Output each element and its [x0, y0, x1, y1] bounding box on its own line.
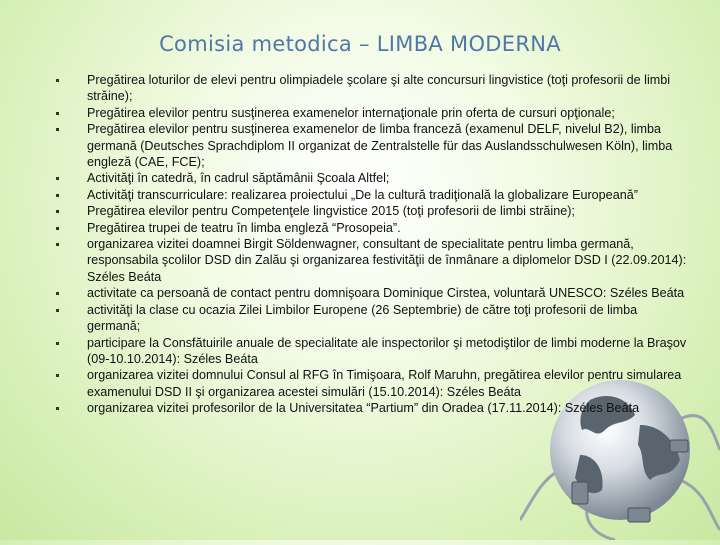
list-item-text: activităţi la clase cu ocazia Zilei Limbilor Europene (26 Septembrie) de către toţi profesorii de limba germană;: [87, 302, 638, 334]
list-item: [50, 170, 690, 186]
list-item: [50, 105, 690, 121]
list-item-text: Pregătirea trupei de teatru în limba engleză “Prosopeia”.: [87, 220, 401, 235]
bullet-icon: [56, 112, 59, 115]
list-item-text: organizarea vizitei domnului Consul al RFG în Timişoara, Rolf Maruhn, pregătirea elevilor pentru simularea examenului DSD II şi organizarea acestei simulări (15.10.2014): Széles Beáta: [87, 368, 682, 399]
list-item-text: organizarea vizitei profesorilor de la Universitatea “Partium” din Oradea (17.11.2014): Széles Beáta: [87, 401, 640, 416]
bullet-icon: [56, 309, 59, 312]
bullet-icon: [56, 128, 59, 131]
list-item-text: Pregătirea elevilor pentru susţinerea examenelor internaţionale prin oferta de cursuri opţionale;: [87, 105, 615, 120]
activity-list: [50, 72, 690, 417]
bullet-icon: [56, 227, 59, 230]
slide-title: Comisia metodica – LIMBA MODERNA: [159, 32, 561, 56]
list-item-text: activitate ca persoană de contact pentru domnişoara Dominique Cirstea, voluntară UNESCO: Széles Beáta: [87, 286, 685, 301]
list-item: [50, 285, 690, 301]
bullet-icon: [56, 194, 59, 197]
list-item-text: participare la Consfătuirile anuale de specialitate ale inspectorilor şi metodiştilor de limbi moderne la Braşov (09-10.10.2014): Széles Beáta: [87, 335, 687, 366]
bullet-icon: [56, 79, 59, 82]
list-item: [50, 302, 690, 335]
list-item-text: Pregătirea elevilor pentru Competenţele lingvistice 2015 (toţi profesorii de limbi străine);: [87, 204, 575, 219]
list-item-text: Activităţi transcurriculare: realizarea proiectului „De la cultură tradiţională la globalizare Europeană”: [87, 187, 638, 202]
list-item-text: Activităţi în catedră, în cadrul săptămânii Şcoala Altfel;: [87, 171, 390, 186]
bullet-icon: [56, 210, 59, 213]
list-item: [50, 400, 690, 416]
list-item: [50, 335, 690, 368]
list-item: [50, 367, 690, 400]
list-item: [50, 220, 690, 236]
list-item: [50, 121, 690, 170]
list-item-text: organizarea vizitei doamnei Birgit Söldenwagner, consultant de specialitate pentru limba germană, responsabila şcolilor DSD din Zalău şi organizarea festivităţii de înmânare a diplomelor DSD I (22.09.2014): Széles Beáta: [87, 237, 687, 284]
list-item: [50, 203, 690, 219]
list-item-text: Pregătirea loturilor de elevi pentru olimpiadele şcolare şi alte concursuri lingvistice (toţi profesorii de limbi străine);: [87, 73, 671, 104]
bullet-icon: [56, 292, 59, 295]
list-item: [50, 236, 690, 285]
bullet-icon: [56, 407, 59, 410]
bullet-icon: [56, 374, 59, 377]
list-item: [50, 187, 690, 203]
bullet-icon: [56, 342, 59, 345]
list-item: [50, 72, 690, 105]
bullet-icon: [56, 243, 59, 246]
list-item-text: Pregătirea elevilor pentru susţinerea examenelor de limba franceză (examenul DELF, nivelul B2), limba germană (Deutsches Sprachdiplom II organizat de Zentralstelle für das Auslandsschulwesen Köln), limba engleză (CAE, FCE);: [87, 122, 673, 170]
bullet-icon: [56, 177, 59, 180]
